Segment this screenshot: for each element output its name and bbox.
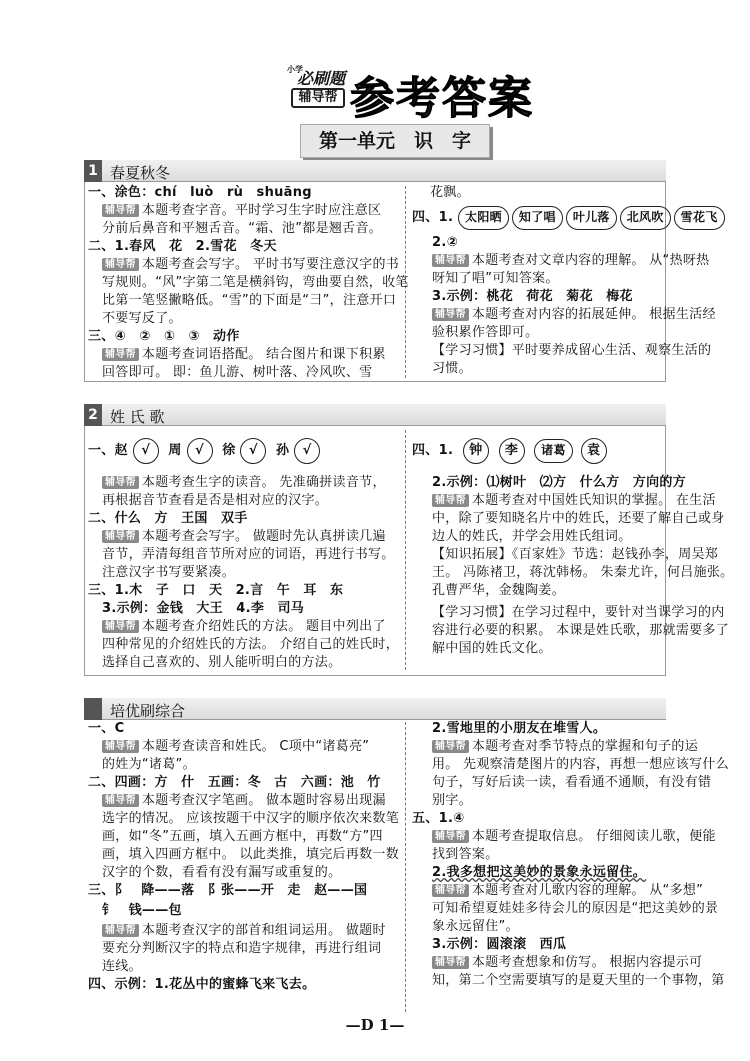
s3-r14: 知，第二个空需要填写的是夏天里的一个事物，第 [432, 973, 725, 988]
s3-r12: 3.示例：圆滚滚 西瓜 [432, 937, 567, 952]
s2-row1: 一、赵 √ 周 √ 徐 √ 孙 √ [88, 436, 320, 466]
answer-oval: 太阳晒 [458, 206, 509, 230]
s3-r2: 用。 先观察清楚图片的内容，再想一想应该写什么 [432, 757, 730, 772]
s1-r6: 辅导帮 本题考查对文章内容的理解。 从“热呀热 [432, 252, 709, 270]
s2-r5: 王。 冯陈褚卫，蒋沈韩杨。 朱秦尤许，何吕施张。 [432, 565, 734, 580]
s1-l8: 三、④ ② ① ③ 动作 [88, 329, 240, 344]
page-title: 参考答案 [350, 73, 534, 124]
s2-l0: 辅导帮 本题考查生字的读音。 先准确拼读音节， [102, 474, 386, 492]
answer-circle: 袁 [581, 438, 607, 464]
s3-l6: 画，如“冬”五画，填入五画方框中，再数“方”四 [102, 829, 383, 844]
s1-r5: 2.② [432, 235, 458, 250]
unit-title: 第一单元 识 字 [318, 130, 471, 152]
s3-r3: 句子，写好后读一读，看看通不通顺，有没有错 [432, 775, 712, 790]
brand-sub: 辅导帮 [291, 88, 345, 108]
s1-l10: 回答即可。 即：鱼儿游、树叶落、冷风吹、雪 [102, 365, 373, 380]
s1-r10: 验积累作答即可。 [432, 325, 539, 340]
s2-r9: 解中国的姓氏文化。 [432, 641, 552, 656]
s3-r4: 别字。 [432, 793, 472, 808]
s1-r1: 四、1. 太阳晒 知了唱 叶儿落 北风吹 雪花飞 [412, 206, 728, 230]
s3-r7: 找到答案。 [432, 847, 499, 862]
s2-r0: 2.示例：⑴树叶 ⑵方 什么方 方向的方 [432, 475, 686, 490]
brand-logo [287, 64, 347, 114]
s2-l2: 二、什么 方 王国 双手 [88, 511, 248, 526]
s1-l7: 不要写反了。 [102, 311, 182, 326]
s3-r5: 五、1.④ [412, 811, 465, 826]
s3-r6: 辅导帮 本题考查提取信息。 仔细阅读儿歌，便能 [432, 828, 716, 846]
s1-r0: 花飘。 [430, 185, 470, 200]
s3-r13: 辅导帮 本题考查想象和仿写。 根据内容提示可 [432, 954, 702, 972]
s1-l4: 辅导帮 本题考查会写字。 平时书写要注意汉字的书 [102, 256, 399, 274]
s3-l9: 三、阝 降——落 阝张——开 走 赵——国 [88, 883, 368, 898]
s3-r8: 2.我多想把这美妙的景象永远留住。 [432, 865, 647, 880]
s1-r8: 3.示例：桃花 荷花 菊花 梅花 [432, 289, 633, 304]
s2-r7: 【学习习惯】在学习过程中，要针对当课学习的内 [432, 605, 725, 620]
column-divider [405, 722, 406, 1012]
s1-r12: 习惯。 [432, 361, 472, 376]
unit-title-box [300, 124, 490, 158]
s3-l1: 辅导帮 本题考查读音和姓氏。 C项中“诸葛亮” [102, 738, 369, 756]
answer-oval: 北风吹 [620, 206, 671, 230]
section-number: 1 [84, 160, 102, 182]
s3-l12: 要充分判断汉字的特点和造字规律，再进行组词 [102, 941, 382, 956]
s2-r4: 【知识拓展】《百家姓》节选：赵钱孙李，周吴郑 [432, 547, 719, 562]
section-2-header [84, 404, 666, 426]
s3-r11: 象永远留住”。 [432, 919, 519, 934]
s3-l0: 一、C [88, 721, 125, 736]
s2-l9: 四种常见的介绍姓氏的方法。 介绍自己的姓氏时， [102, 637, 400, 652]
check-circle: √ [294, 438, 320, 464]
page-number: —D 1— [345, 1016, 405, 1034]
s2-r1: 辅导帮 本题考查对中国姓氏知识的掌握。 在生活 [432, 492, 716, 510]
s2-l1: 再根据音节查看是否是相对应的汉字。 [102, 493, 329, 508]
brand-top: 小学 [287, 65, 303, 74]
s3-l2: 的姓为“诸葛”。 [102, 757, 196, 772]
s1-r11: 【学习习惯】平时要养成留心生活、观察生活的 [432, 343, 712, 358]
s3-l3: 二、四画：方 什 五画：冬 古 六画：池 竹 [88, 775, 381, 790]
s1-l3: 二、1.春风 花 2.雪花 冬天 [88, 239, 277, 254]
s2-l5: 注意汉字书写要紧凑。 [102, 565, 236, 580]
s1-r7: 呀知了唱”可知答案。 [432, 271, 559, 286]
s2-l10: 选择自己喜欢的、别人能听明白的方法。 [102, 655, 342, 670]
s2-l6: 三、1.木 子 口 天 2.言 午 耳 东 [88, 583, 344, 598]
answer-oval: 诸葛 [534, 439, 573, 463]
answer-circle: 李 [499, 438, 525, 464]
s3-r0: 2.雪地里的小朋友在堆雪人。 [432, 721, 607, 736]
s3-l11: 辅导帮 本题考查汉字的部首和组词运用。 做题时 [102, 922, 386, 940]
s1-l5: 写规则。“风”字第二笔是横斜钩，弯曲要自然，收笔 [102, 275, 409, 290]
s3-l8: 汉字的个数，看看有没有漏写或重复的。 [102, 865, 342, 880]
s3-l10: 钅 钱——包 [102, 903, 182, 918]
tutor-tag: 辅导帮 [102, 204, 139, 217]
section-title: 培优刷综合 [110, 702, 186, 720]
s1-l9: 辅导帮 本题考查词语搭配。 结合图片和课下积累 [102, 346, 386, 364]
s1-l6: 比第一笔竖撇略低。“雪”的下面是“彐”，注意开口 [102, 293, 397, 308]
s2-r-row1: 四、1. 钟 李 诸葛 袁 [412, 436, 607, 466]
s2-r3: 边人的姓氏，并学会用姓氏组词。 [432, 529, 632, 544]
s3-r1: 辅导帮 本题考查对季节特点的掌握和句子的运 [432, 738, 698, 756]
s3-l13: 连线。 [102, 959, 142, 974]
s3-l5: 选字的情况。 应该按题干中汉字的顺序依次来数笔 [102, 811, 400, 826]
s2-r6: 孔曹严华，金魏陶姜。 [432, 583, 566, 598]
s2-l4: 音节，弄清每组音节所对应的词语，再进行书写。 [102, 547, 395, 562]
s3-r10: 可知希望夏娃娃多待会儿的原因是“把这美妙的景 [432, 901, 719, 916]
s2-l3: 辅导帮 本题考查会写字。 做题时先认真拼读几遍 [102, 528, 386, 546]
s2-l7: 3.示例：金钱 大王 4.李 司马 [102, 601, 305, 616]
answer-oval: 叶儿落 [566, 206, 617, 230]
section-1-header [84, 160, 666, 182]
s1-l1: 辅导帮 本题考查字音。平时学习生字时应注意区 [102, 202, 381, 220]
s1-l0: 一、涂色：chí luò rù shuāng [88, 185, 312, 200]
s3-l14: 四、示例：1.花丛中的蜜蜂飞来飞去。 [88, 977, 316, 992]
s2-r2: 中，除了要知晓名片中的姓氏，还要了解自己或身 [432, 511, 725, 526]
s3-r9: 辅导帮 本题考查对儿歌内容的理解。 从“多想” [432, 882, 703, 900]
section-title: 春夏秋冬 [110, 164, 171, 182]
section-title: 姓 氏 歌 [110, 408, 165, 426]
check-circle: √ [133, 438, 159, 464]
brand-main: 必刷题 [297, 69, 346, 88]
section-3-header [84, 698, 666, 720]
column-divider [405, 430, 406, 670]
answer-oval: 雪花飞 [674, 206, 725, 230]
check-circle: √ [240, 438, 266, 464]
s1-r9: 辅导帮 本题考查对内容的拓展延伸。 根据生活经 [432, 306, 716, 324]
s2-r8: 容进行必要的积累。 本课是姓氏歌，那就需要多了 [432, 623, 730, 638]
s3-l7: 画，填入四画方框中。 以此类推，填完后再数一数 [102, 847, 400, 862]
check-circle: √ [187, 438, 213, 464]
s1-l2: 分前后鼻音和平翘舌音。“霜、池”都是翘舌音。 [102, 221, 383, 236]
s2-l8: 辅导帮 本题考查介绍姓氏的方法。 题目中列出了 [102, 618, 386, 636]
s3-l4: 辅导帮 本题考查汉字笔画。 做本题时容易出现漏 [102, 792, 386, 810]
answer-oval: 知了唱 [512, 206, 563, 230]
section-marker [84, 698, 102, 720]
section-number: 2 [84, 404, 102, 426]
answer-circle: 钟 [463, 438, 489, 464]
